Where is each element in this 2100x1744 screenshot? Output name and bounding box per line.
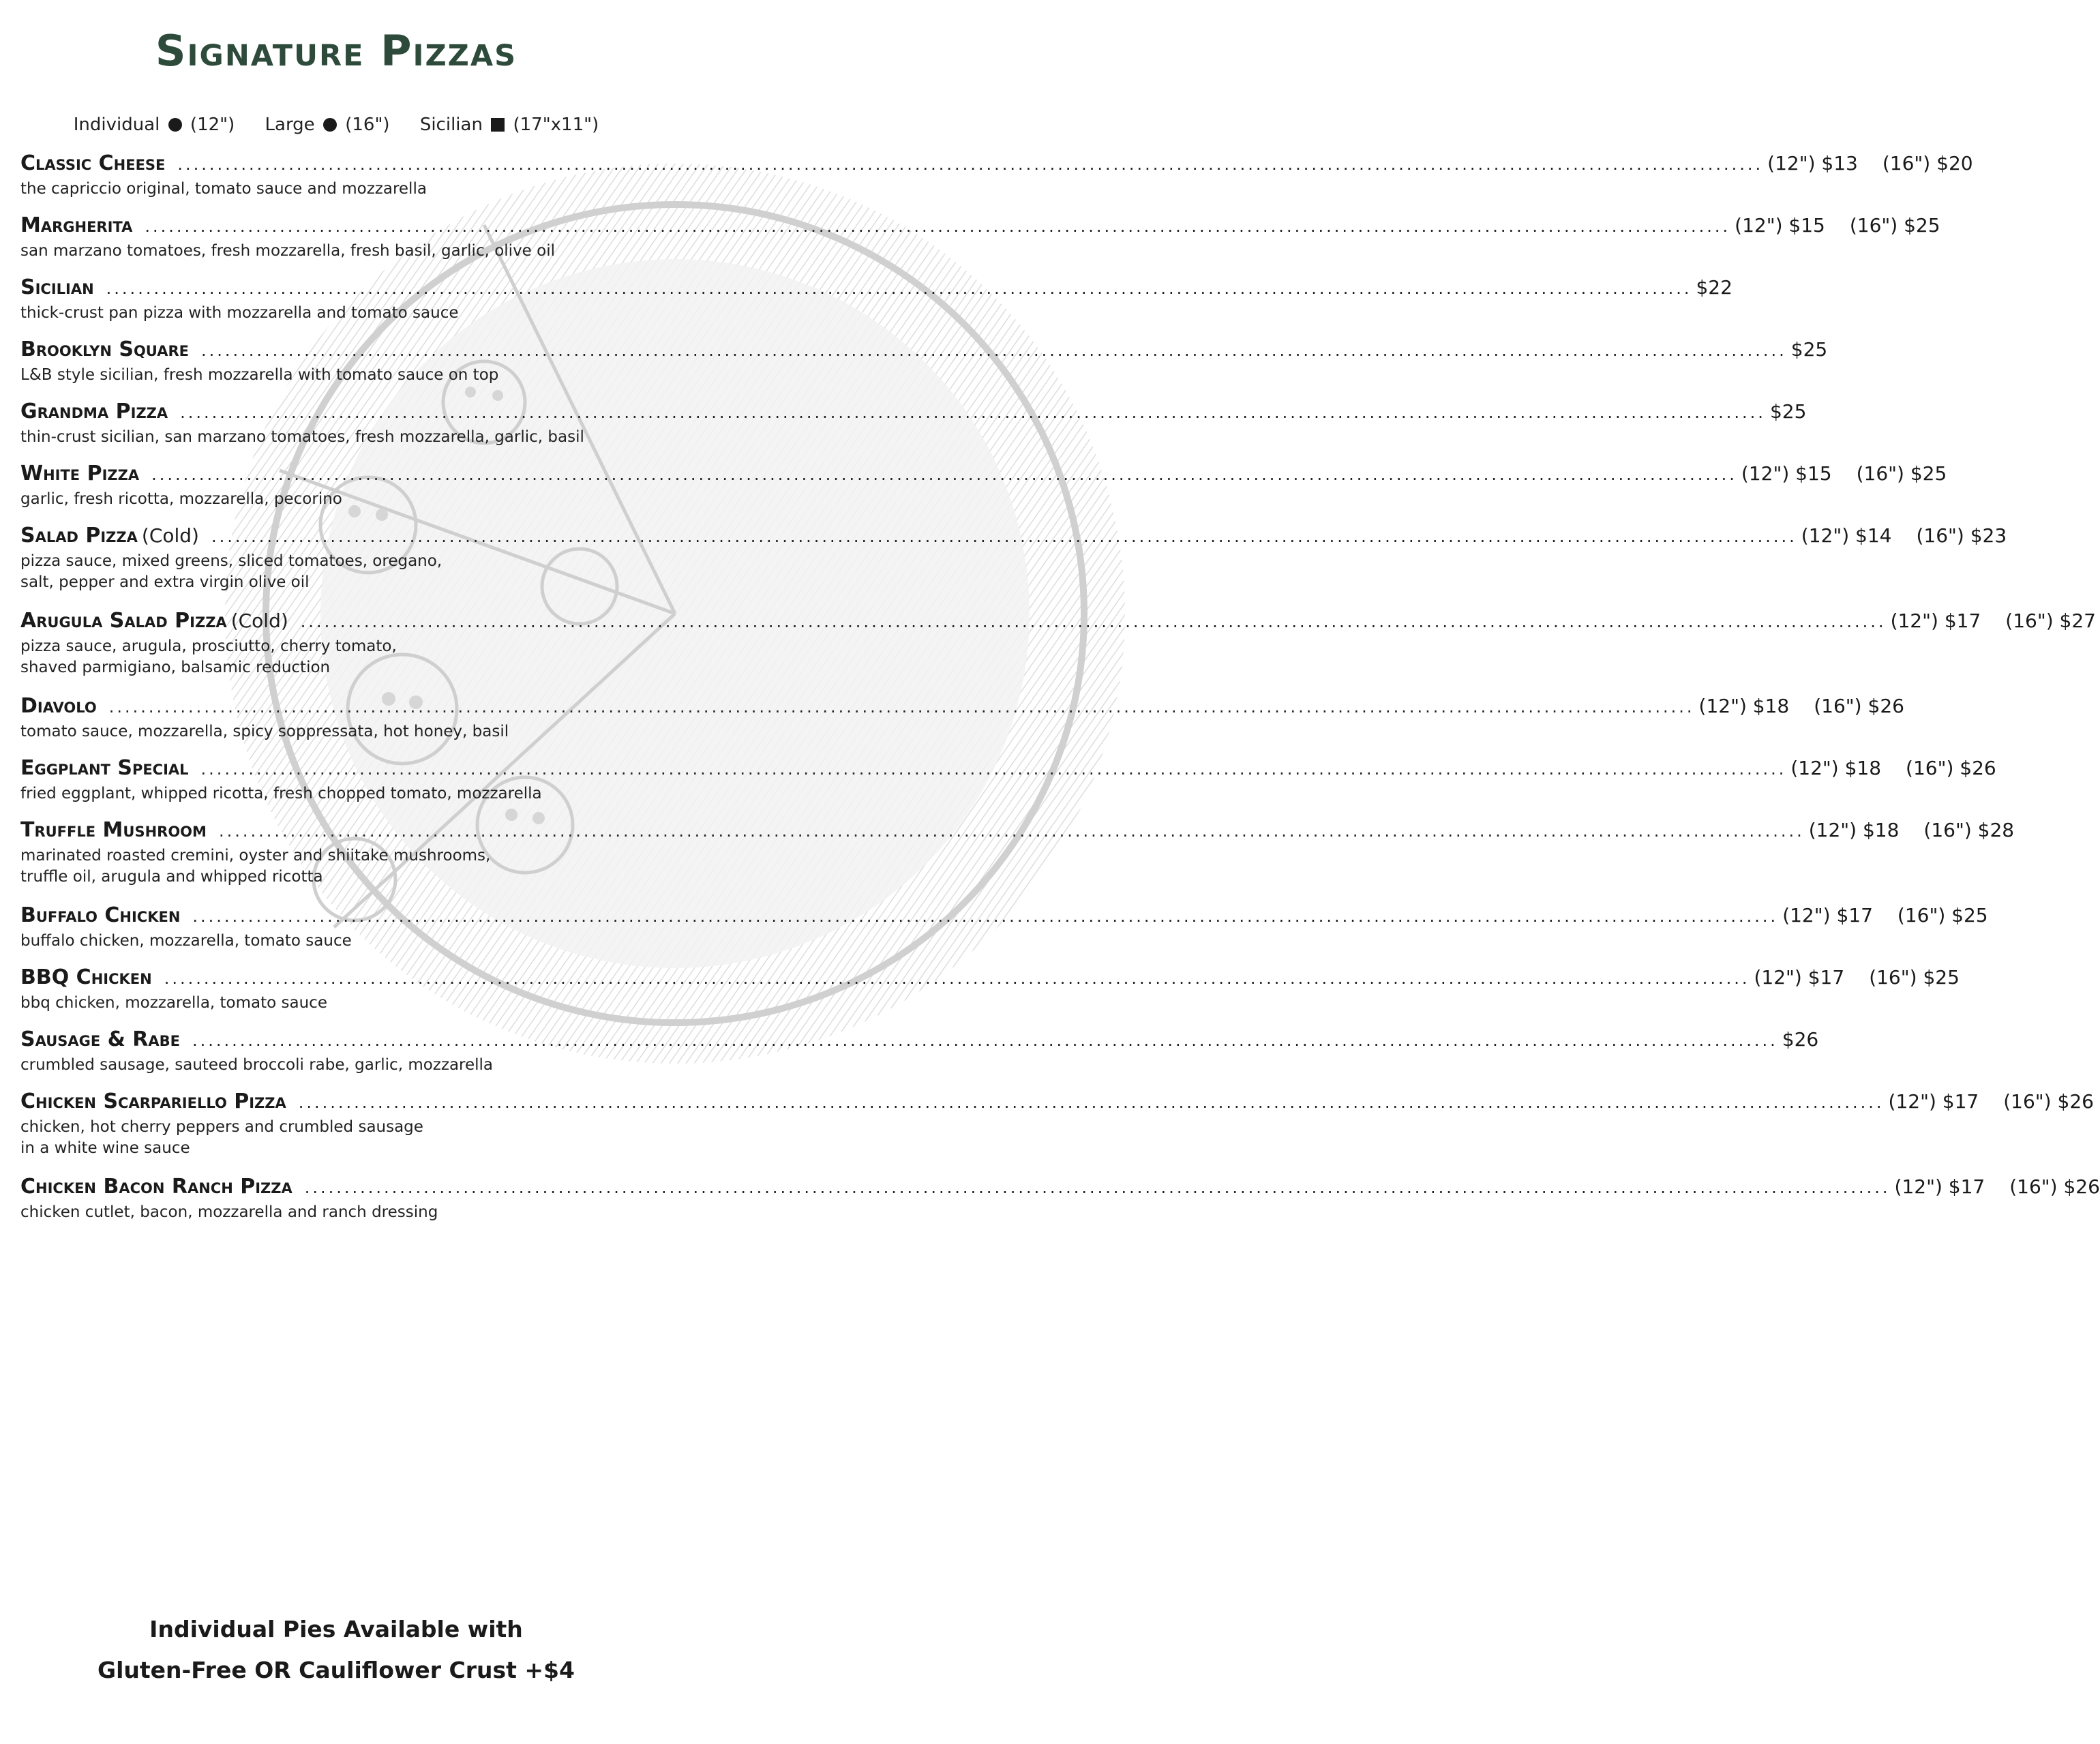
price-small: (12") $18 bbox=[1698, 695, 1790, 717]
item-description: garlic, fresh ricotta, mozzarella, pecorino bbox=[20, 490, 342, 508]
menu-item bbox=[20, 524, 2007, 593]
menu-item-line bbox=[20, 1027, 1819, 1055]
price-small: (12") $15 bbox=[1741, 462, 1832, 485]
menu-item-line bbox=[20, 756, 1996, 783]
dot-leader: ........................................................................................................................................................................................................ bbox=[304, 1178, 1891, 1197]
price-large: (16") $25 bbox=[1849, 214, 1940, 237]
item-description: marinated roasted cremini, oyster and shiitake mushrooms, bbox=[20, 847, 491, 865]
item-name: Grandma Pizza bbox=[20, 400, 168, 423]
dot-leader: ........................................................................................................................................................................................................ bbox=[180, 403, 1766, 422]
price-small: (12") $15 bbox=[1735, 214, 1825, 237]
item-description: pizza sauce, arugula, prosciutto, cherry tomato, bbox=[20, 637, 397, 655]
menu-item-line bbox=[20, 524, 2007, 551]
menu-item bbox=[20, 903, 1988, 952]
item-name: Eggplant Special bbox=[20, 756, 189, 780]
item-description: crumbled sausage, sauteed broccoli rabe, garlic, mozzarella bbox=[20, 1056, 494, 1074]
item-suffix: (Cold) bbox=[230, 610, 288, 632]
price-large: (16") $20 bbox=[1882, 152, 1973, 175]
item-description: thick-crust pan pizza with mozzarella and tomato sauce bbox=[20, 304, 459, 322]
item-description: the capriccio original, tomato sauce and mozzarella bbox=[20, 180, 427, 198]
menu-item bbox=[20, 337, 1828, 386]
price-small: (12") $14 bbox=[1801, 524, 1892, 547]
item-description: shaved parmigiano, balsamic reduction bbox=[20, 659, 331, 676]
footer-line-2: Gluten-Free OR Cauliflower Crust +$4 bbox=[97, 1657, 575, 1683]
price-small: $26 bbox=[1782, 1028, 1819, 1051]
item-description: san marzano tomatoes, fresh mozzarella, fresh basil, garlic, olive oil bbox=[20, 242, 555, 260]
legend-individual: Individual (12") bbox=[73, 115, 235, 135]
footer-line-1: Individual Pies Available with bbox=[149, 1616, 523, 1642]
price-small: (12") $17 bbox=[1888, 1090, 1979, 1113]
menu-item bbox=[20, 1027, 1819, 1076]
price-large: (16") $26 bbox=[1814, 695, 1904, 717]
dot-leader: ........................................................................................................................................................................................................ bbox=[200, 760, 1787, 779]
menu-item bbox=[20, 151, 1973, 200]
menu-item-line bbox=[20, 694, 1904, 721]
item-name: Chicken Scarpariello Pizza bbox=[20, 1089, 286, 1113]
item-name: Classic Cheese bbox=[20, 151, 166, 175]
dot-leader: ........................................................................................................................................................................................................ bbox=[218, 822, 1805, 841]
item-name: Salad Pizza bbox=[20, 524, 138, 547]
legend-sicilian: Sicilian (17"x11") bbox=[419, 115, 599, 135]
item-description: fried eggplant, whipped ricotta, fresh chopped tomato, mozzarella bbox=[20, 785, 542, 802]
item-name: Margherita bbox=[20, 213, 133, 237]
item-description: truffle oil, arugula and whipped ricotta bbox=[20, 868, 323, 886]
menu-item-line bbox=[20, 903, 1988, 931]
item-name: Buffalo Chicken bbox=[20, 903, 181, 927]
item-description: bbq chicken, mozzarella, tomato sauce bbox=[20, 994, 327, 1012]
item-name: Diavolo bbox=[20, 694, 97, 718]
legend-large: Large (16") bbox=[265, 115, 390, 135]
menu-item bbox=[20, 694, 1904, 742]
price-large: (16") $25 bbox=[1856, 462, 1947, 485]
price-large: (16") $26 bbox=[2009, 1175, 2100, 1198]
menu-item-line bbox=[20, 965, 1960, 993]
menu-item bbox=[20, 275, 1732, 324]
price-large: (16") $26 bbox=[2003, 1090, 2094, 1113]
square-icon bbox=[491, 118, 505, 132]
size-legend bbox=[0, 115, 672, 135]
dot-leader: ........................................................................................................................................................................................................ bbox=[298, 1093, 1885, 1112]
item-suffix: (Cold) bbox=[141, 524, 199, 547]
item-name: Brooklyn Square bbox=[20, 337, 189, 361]
item-name: Sicilian bbox=[20, 275, 94, 299]
dot-leader: ........................................................................................................................................................................................................ bbox=[300, 612, 1887, 631]
menu-item bbox=[20, 1175, 2100, 1223]
item-description: L&B style sicilian, fresh mozzarella with tomato sauce on top bbox=[20, 366, 499, 384]
item-name: Truffle Mushroom bbox=[20, 818, 207, 842]
price-large: (16") $23 bbox=[1916, 524, 2007, 547]
menu-item-line bbox=[20, 818, 2015, 845]
price-large: (16") $27 bbox=[2005, 610, 2096, 632]
price-small: (12") $17 bbox=[1890, 610, 1981, 632]
menu-item-line bbox=[20, 213, 1940, 241]
page-title: Signature Pizzas bbox=[155, 26, 518, 76]
menu-item bbox=[20, 756, 1996, 805]
item-name: Arugula Salad Pizza bbox=[20, 609, 227, 633]
menu-item-line bbox=[20, 462, 1947, 489]
item-description: pizza sauce, mixed greens, sliced tomatoes, oregano, bbox=[20, 552, 442, 570]
dot-leader: ........................................................................................................................................................................................................ bbox=[177, 155, 1764, 174]
item-description: in a white wine sauce bbox=[20, 1139, 190, 1157]
menu-item-line bbox=[20, 400, 1807, 427]
menu-item-line bbox=[20, 275, 1732, 303]
dot-leader: ........................................................................................................................................................................................................ bbox=[108, 697, 1695, 717]
price-small: $25 bbox=[1790, 338, 1828, 361]
menu-item-line bbox=[20, 609, 2096, 636]
price-large: (16") $25 bbox=[1897, 904, 1988, 927]
item-name: Sausage & Rabe bbox=[20, 1027, 180, 1051]
dot-leader: ........................................................................................................................................................................................................ bbox=[192, 907, 1779, 926]
price-small: (12") $17 bbox=[1894, 1175, 1985, 1198]
price-small: (12") $18 bbox=[1790, 757, 1882, 779]
item-description: chicken cutlet, bacon, mozzarella and ranch dressing bbox=[20, 1203, 438, 1221]
dot-leader: ........................................................................................................................................................................................................ bbox=[164, 969, 1750, 988]
price-small: (12") $17 bbox=[1754, 966, 1845, 989]
item-description: salt, pepper and extra virgin olive oil bbox=[20, 573, 310, 591]
menu-item bbox=[20, 462, 1947, 510]
dot-leader: ........................................................................................................................................................................................................ bbox=[151, 465, 1737, 484]
menu-item-line bbox=[20, 1175, 2100, 1202]
dot-leader: ........................................................................................................................................................................................................ bbox=[106, 279, 1692, 298]
menu-item bbox=[20, 400, 1807, 448]
item-description: chicken, hot cherry peppers and crumbled sausage bbox=[20, 1118, 423, 1136]
price-small: $22 bbox=[1696, 276, 1732, 299]
item-name: BBQ Chicken bbox=[20, 965, 152, 989]
menu-item-line bbox=[20, 1089, 2094, 1117]
price-small: (12") $13 bbox=[1767, 152, 1858, 175]
menu-item bbox=[20, 965, 1960, 1014]
item-description: thin-crust sicilian, san marzano tomatoes, fresh mozzarella, garlic, basil bbox=[20, 428, 584, 446]
item-description: tomato sauce, mozzarella, spicy soppressata, hot honey, basil bbox=[20, 723, 509, 740]
dot-leader: ........................................................................................................................................................................................................ bbox=[200, 341, 1787, 360]
price-small: (12") $17 bbox=[1782, 904, 1873, 927]
dot-leader: ........................................................................................................................................................................................................ bbox=[145, 217, 1731, 236]
circle-icon bbox=[168, 118, 182, 132]
menu-item bbox=[20, 609, 2096, 678]
menu-item-line bbox=[20, 151, 1973, 179]
price-small: $25 bbox=[1769, 400, 1807, 423]
item-description: buffalo chicken, mozzarella, tomato sauce bbox=[20, 932, 352, 950]
menu-item bbox=[20, 1089, 2094, 1159]
menu-item bbox=[20, 213, 1940, 262]
menu-item bbox=[20, 818, 2015, 888]
price-large: (16") $25 bbox=[1869, 966, 1960, 989]
price-large: (16") $28 bbox=[1923, 819, 2015, 841]
price-small: (12") $18 bbox=[1808, 819, 1900, 841]
price-large: (16") $26 bbox=[1906, 757, 1996, 779]
item-name: Chicken Bacon Ranch Pizza bbox=[20, 1175, 292, 1199]
circle-icon bbox=[323, 118, 337, 132]
menu-item-line bbox=[20, 337, 1828, 365]
item-name: White Pizza bbox=[20, 462, 140, 485]
dot-leader: ........................................................................................................................................................................................................ bbox=[192, 1031, 1778, 1050]
dot-leader: ........................................................................................................................................................................................................ bbox=[211, 527, 1797, 546]
